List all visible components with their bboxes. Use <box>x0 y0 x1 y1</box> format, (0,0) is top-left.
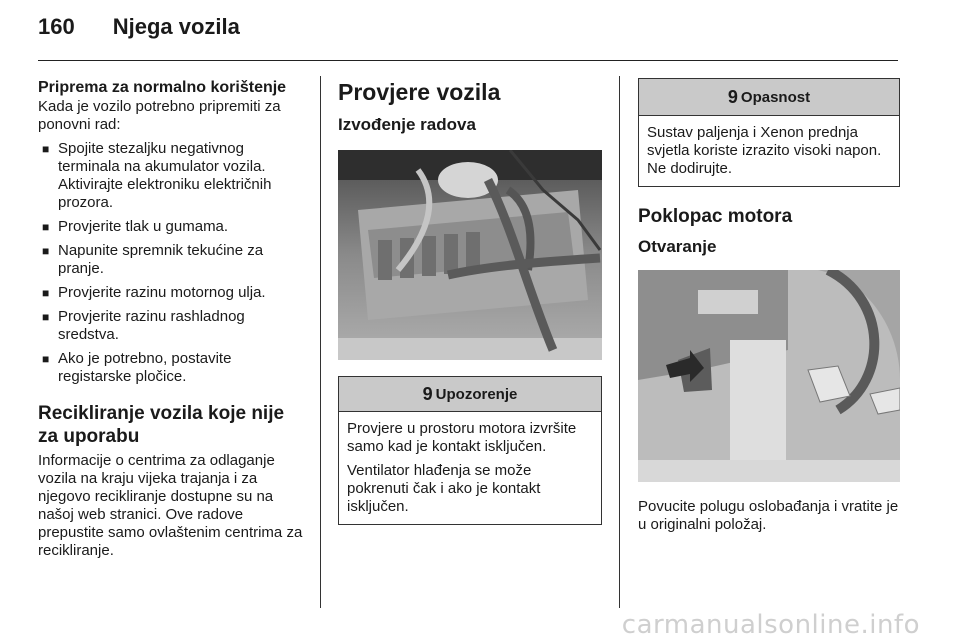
engine-bay-photo <box>338 150 602 360</box>
bullet-icon: ■ <box>42 244 50 258</box>
column-left <box>38 78 306 560</box>
list-item: ■ Spojite stezaljku negativnog terminala na akumulator vozila. Aktivirajte elektroniku električnih prozora. <box>42 140 272 211</box>
watermark: carmanualsonline.info <box>621 610 920 640</box>
opening-heading: Otvaranje <box>638 237 717 256</box>
column-right <box>638 78 900 534</box>
danger-header <box>639 79 899 116</box>
list-item: ■ Napunite spremnik tekućine za pranje. <box>42 242 264 277</box>
image-caption: Povucite polugu oslobađanja i vratite je u originalni položaj. <box>638 498 899 533</box>
column-divider-1 <box>320 76 321 608</box>
danger-body <box>639 116 899 186</box>
page-header <box>38 14 240 54</box>
danger-text: Sustav paljenja i Xenon prednja svjetla koriste izrazito visoki napon. Ne dodirujte. <box>647 124 882 177</box>
bullet-icon: ■ <box>42 220 50 234</box>
recycle-text: Informacije o centrima za odlaganje vozila na kraju vijeka trajanja i za njegovo recikliranje dostupne su na našoj web stranici. Ove radove prepustite samo ovlaštenim centrima za recikliranje. <box>38 452 303 559</box>
list-item: ■ Provjerite razinu motornog ulja. <box>42 284 266 301</box>
column-divider-2 <box>619 76 620 608</box>
danger-title: Opasnost <box>740 88 811 106</box>
release-lever-photo <box>638 270 900 482</box>
section-title: Provjere vozila <box>338 79 501 105</box>
warning-box <box>338 376 602 525</box>
subsection-title: Izvođenje radova <box>338 115 476 134</box>
column-middle <box>338 78 602 525</box>
chapter-title: Njega vozila <box>112 14 240 39</box>
engine-bay-illustration <box>338 150 602 360</box>
list-item: ■ Provjerite razinu rashladnog sredstva. <box>42 308 245 343</box>
warning-paragraph: Ventilator hlađenja se može pokrenuti čak i ako je kontakt isključen. <box>347 462 541 515</box>
prep-list <box>38 140 306 386</box>
danger-icon: 9 <box>727 86 738 107</box>
warning-paragraph: Provjere u prostoru motora izvršite samo kad je kontakt isključen. <box>347 420 577 455</box>
warning-body <box>339 412 601 524</box>
header-divider <box>38 60 898 61</box>
bullet-icon: ■ <box>42 286 50 300</box>
recycle-heading: Recikliranje vozila koje nije za uporabu <box>38 403 285 447</box>
release-lever-illustration <box>638 270 900 482</box>
bullet-icon: ■ <box>42 310 50 324</box>
list-item: ■ Provjerite tlak u gumama. <box>42 218 229 235</box>
page-number: 160 <box>38 14 75 39</box>
list-item: ■ Ako je potrebno, postavite registarske pločice. <box>42 350 232 385</box>
bonnet-heading: Poklopac motora <box>638 206 793 227</box>
warning-icon: 9 <box>422 383 433 404</box>
prep-intro: Kada je vozilo potrebno pripremiti za ponovni rad: <box>38 98 281 133</box>
warning-title: Upozorenje <box>435 385 518 403</box>
prep-heading: Priprema za normalno korištenje <box>38 79 287 96</box>
danger-box <box>638 78 900 187</box>
bullet-icon: ■ <box>42 352 50 366</box>
bullet-icon: ■ <box>42 142 50 156</box>
warning-header <box>339 377 601 412</box>
